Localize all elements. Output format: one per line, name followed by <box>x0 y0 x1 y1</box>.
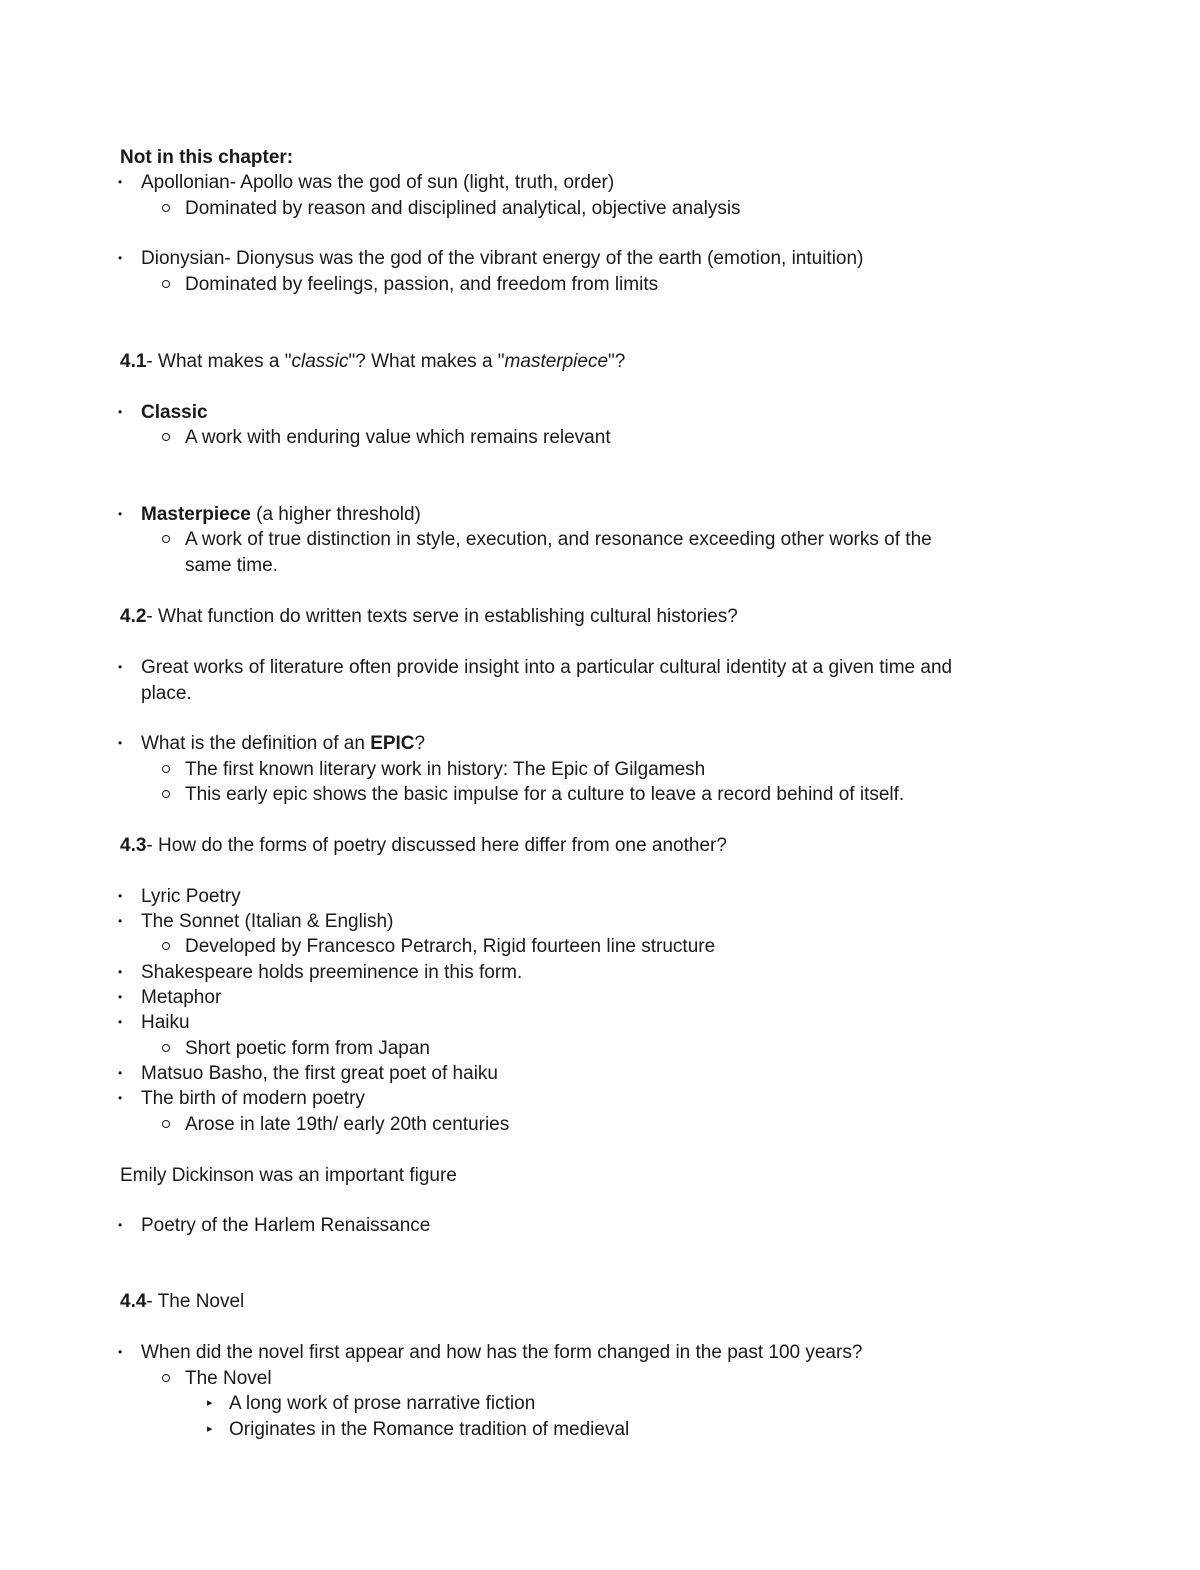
great-works-line2: place. <box>141 683 192 704</box>
shakespeare-item: Shakespeare holds preeminence in this form. <box>141 962 523 983</box>
classic-definition: A work with enduring value which remains relevant <box>185 427 611 448</box>
circle-bullet-icon <box>162 204 170 212</box>
metaphor-item: Metaphor <box>141 987 222 1008</box>
bullet-icon: • <box>118 1345 123 1359</box>
epic-subitem-1: The first known literary work in history: The Epic of Gilgamesh <box>185 759 706 780</box>
modern-poetry-item: The birth of modern poetry <box>141 1088 365 1109</box>
dionysian-item: Dionysian- Dionysus was the god of the vibrant energy of the earth (emotion, intuition) <box>141 248 864 269</box>
bullet-icon: • <box>118 1015 123 1029</box>
bullet-icon: • <box>118 889 123 903</box>
section-4-1-heading: 4.1- What makes a "classic"? What makes a "masterpiece"? <box>120 351 626 372</box>
masterpiece-definition-line2: same time. <box>185 555 278 576</box>
classic-label: Classic <box>141 402 208 423</box>
arrow-bullet-icon: ▸ <box>207 1423 213 1435</box>
circle-bullet-icon <box>162 1044 170 1052</box>
bullet-icon: • <box>118 990 123 1004</box>
bullet-icon: • <box>118 914 123 928</box>
circle-bullet-icon <box>162 280 170 288</box>
circle-bullet-icon <box>162 1374 170 1382</box>
circle-bullet-icon <box>162 765 170 773</box>
sonnet-subitem: Developed by Francesco Petrarch, Rigid fourteen line structure <box>185 936 716 957</box>
section-4-2-heading: 4.2- What function do written texts serve in establishing cultural histories? <box>120 606 738 627</box>
masterpiece-definition-line1: A work of true distinction in style, execution, and resonance exceeding other works of the <box>185 529 932 550</box>
section-4-3-heading: 4.3- How do the forms of poetry discussed here differ from one another? <box>120 835 727 856</box>
harlem-item: Poetry of the Harlem Renaissance <box>141 1215 431 1236</box>
haiku-subitem: Short poetic form from Japan <box>185 1038 430 1059</box>
dickinson-paragraph: Emily Dickinson was an important figure <box>120 1165 457 1186</box>
bullet-icon: • <box>118 175 123 189</box>
novel-question: When did the novel first appear and how has the form changed in the past 100 years? <box>141 1342 863 1363</box>
circle-bullet-icon <box>162 433 170 441</box>
bullet-icon: • <box>118 1091 123 1105</box>
novel-definition: A long work of prose narrative fiction <box>229 1393 536 1414</box>
circle-bullet-icon <box>162 790 170 798</box>
apollonian-subitem: Dominated by reason and disciplined analytical, objective analysis <box>185 198 741 219</box>
bullet-icon: • <box>118 1066 123 1080</box>
arrow-bullet-icon: ▸ <box>207 1397 213 1409</box>
bullet-icon: • <box>118 1218 123 1232</box>
bullet-icon: • <box>118 660 123 674</box>
circle-bullet-icon <box>162 535 170 543</box>
dionysian-subitem: Dominated by feelings, passion, and freedom from limits <box>185 274 659 295</box>
novel-origin: Originates in the Romance tradition of medieval <box>229 1419 630 1440</box>
lyric-poetry-item: Lyric Poetry <box>141 886 241 907</box>
masterpiece-item: Masterpiece (a higher threshold) <box>141 504 421 525</box>
circle-bullet-icon <box>162 942 170 950</box>
sonnet-item: The Sonnet (Italian & English) <box>141 911 394 932</box>
great-works-line1: Great works of literature often provide insight into a particular cultural identity at a given time and <box>141 657 953 678</box>
bullet-icon: • <box>118 965 123 979</box>
epic-subitem-2: This early epic shows the basic impulse for a culture to leave a record behind of itself. <box>185 784 905 805</box>
bullet-icon: • <box>118 405 123 419</box>
haiku-item: Haiku <box>141 1012 190 1033</box>
circle-bullet-icon <box>162 1120 170 1128</box>
basho-item: Matsuo Basho, the first great poet of haiku <box>141 1063 498 1084</box>
novel-subitem: The Novel <box>185 1368 272 1389</box>
bullet-icon: • <box>118 507 123 521</box>
heading-not-in-chapter: Not in this chapter: <box>120 147 294 168</box>
bullet-icon: • <box>118 736 123 750</box>
apollonian-item: Apollonian- Apollo was the god of sun (light, truth, order) <box>141 172 615 193</box>
bullet-icon: • <box>118 251 123 265</box>
modern-poetry-subitem: Arose in late 19th/ early 20th centuries <box>185 1114 510 1135</box>
section-4-4-heading: 4.4- The Novel <box>120 1291 245 1312</box>
epic-question: What is the definition of an EPIC? <box>141 733 426 754</box>
